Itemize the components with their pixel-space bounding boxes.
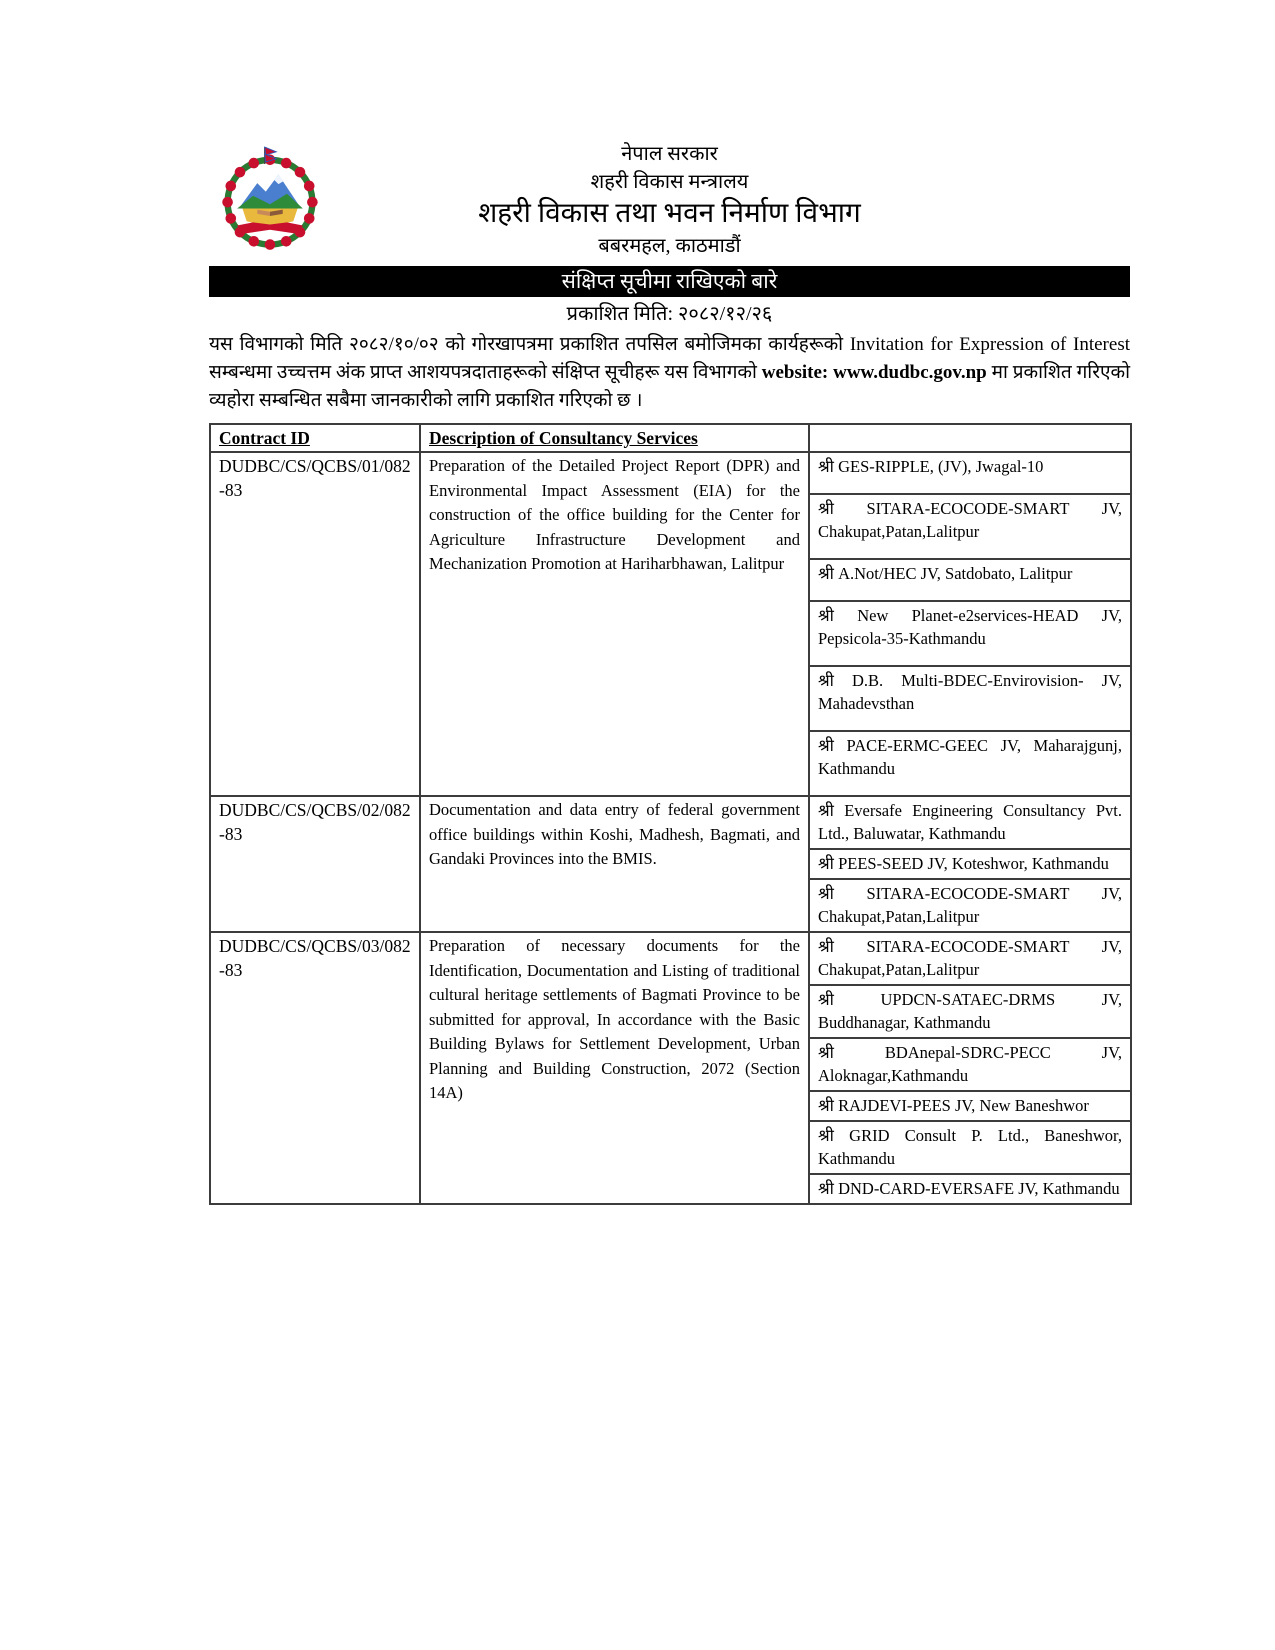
firm-item: श्री New Planet-e2services-HEAD JV, Pepsicola-35-Kathmandu: [810, 602, 1130, 667]
firm-item: श्री A.Not/HEC JV, Satdobato, Lalitpur: [810, 560, 1130, 602]
contract-id-cell: DUDBC/CS/QCBS/03/082-83: [210, 932, 420, 1204]
firm-item: श्री SITARA-ECOCODE-SMART JV, Chakupat,Patan,Lalitpur: [810, 933, 1130, 986]
shortlisted-firms-cell: [809, 452, 1131, 796]
firm-item: श्री SITARA-ECOCODE-SMART JV, Chakupat,Patan,Lalitpur: [818, 884, 1122, 926]
website-url: website: www.dudbc.gov.np: [761, 362, 987, 383]
table-row: [210, 796, 1131, 932]
published-date: प्रकाशित मिति: २०८२/१२/२६: [566, 303, 773, 325]
office-address: बबरमहल, काठमाडौं: [598, 235, 741, 257]
department-name: शहरी विकास तथा भवन निर्माण विभाग: [478, 198, 861, 229]
firm-item: श्री RAJDEVI-PEES JV, New Baneshwor: [810, 1092, 1130, 1122]
firm-item: श्री PACE-ERMC-GEEC JV, Maharajgunj, Kathmandu: [818, 736, 1122, 778]
letterhead: [209, 140, 1130, 260]
contract-id-cell: DUDBC/CS/QCBS/02/082-83: [210, 796, 420, 932]
intro-paragraph: [209, 331, 1130, 415]
firm-item: श्री DND-CARD-EVERSAFE JV, Kathmandu: [818, 1179, 1120, 1198]
government-name: नेपाल सरकार: [621, 143, 718, 165]
nepal-emblem: [217, 146, 323, 252]
contract-id-cell: DUDBC/CS/QCBS/01/082-83: [210, 452, 420, 796]
firm-item: श्री SITARA-ECOCODE-SMART JV, Chakupat,Patan,Lalitpur: [810, 495, 1130, 560]
ministry-name: शहरी विकास मन्त्रालय: [590, 171, 749, 193]
firm-item: श्री D.B. Multi-BDEC-Envirovision- JV, Mahadevsthan: [810, 667, 1130, 732]
table-row: [210, 932, 1131, 1204]
description-cell: Documentation and data entry of federal government office buildings within Koshi, Madhesh, Bagmati, and Gandaki Provinces into the BMIS.: [420, 796, 809, 932]
column-header-shortlisted-firms: [809, 424, 1131, 452]
description-cell: Preparation of necessary documents for the Identification, Documentation and Listing of traditional cultural heritage settlements of Bagmati Province to be submitted for approval, In accordance with the Basic Building Bylaws for Settlement Development, Urban Planning and Building Construction, 2072 (Section 14A): [420, 932, 809, 1204]
description-cell: Preparation of the Detailed Project Report (DPR) and Environmental Impact Assessment (EIA) for the construction of the office building for the Center for Agriculture Infrastructure Development and Mechanization Promotion at Hariharbhawan, Lalitpur: [420, 452, 809, 796]
table-header-row: [210, 424, 1131, 452]
table-row: [210, 452, 1131, 796]
firm-item: श्री Eversafe Engineering Consultancy Pvt. Ltd., Baluwatar, Kathmandu: [810, 797, 1130, 850]
shortlist-table: [209, 423, 1132, 1205]
document-content: [209, 140, 1130, 1205]
firm-item: श्री GES-RIPPLE, (JV), Jwagal-10: [810, 453, 1130, 495]
shortlisted-firms-cell: [809, 932, 1131, 1204]
notice-subject-banner: संक्षिप्त सूचीमा राखिएको बारे: [209, 266, 1130, 297]
intro-text-1: यस विभागको मिति २०८२/१०/०२ को गोरखापत्रमा प्रकाशित तपसिल बमोजिमका कार्यहरूको Invitation for Expression of Interest सम्बन्धमा उच्चत्तम अंक प्राप्त आशयपत्रदाताहरूको संक्षिप्त सूचीहरू यस विभागको: [209, 334, 1130, 383]
emblem-of-nepal-icon: [217, 146, 323, 252]
column-header-contract-id: Contract ID: [210, 424, 420, 452]
shortlisted-firms-cell: [809, 796, 1131, 932]
firm-item: श्री UPDCN-SATAEC-DRMS JV, Buddhanagar, Kathmandu: [810, 986, 1130, 1039]
firm-item: श्री PEES-SEED JV, Koteshwor, Kathmandu: [810, 850, 1130, 880]
intro-text-2: मा प्रकाशित गरिएको व्यहोरा सम्बन्धित सबैमा जानकारीको लागि प्रकाशित गरिएको छ ।: [209, 362, 1130, 411]
column-header-description: Description of Consultancy Services: [420, 424, 809, 452]
firm-item: श्री GRID Consult P. Ltd., Baneshwor, Kathmandu: [810, 1122, 1130, 1175]
firm-item: श्री BDAnepal-SDRC-PECC JV, Aloknagar,Kathmandu: [810, 1039, 1130, 1092]
